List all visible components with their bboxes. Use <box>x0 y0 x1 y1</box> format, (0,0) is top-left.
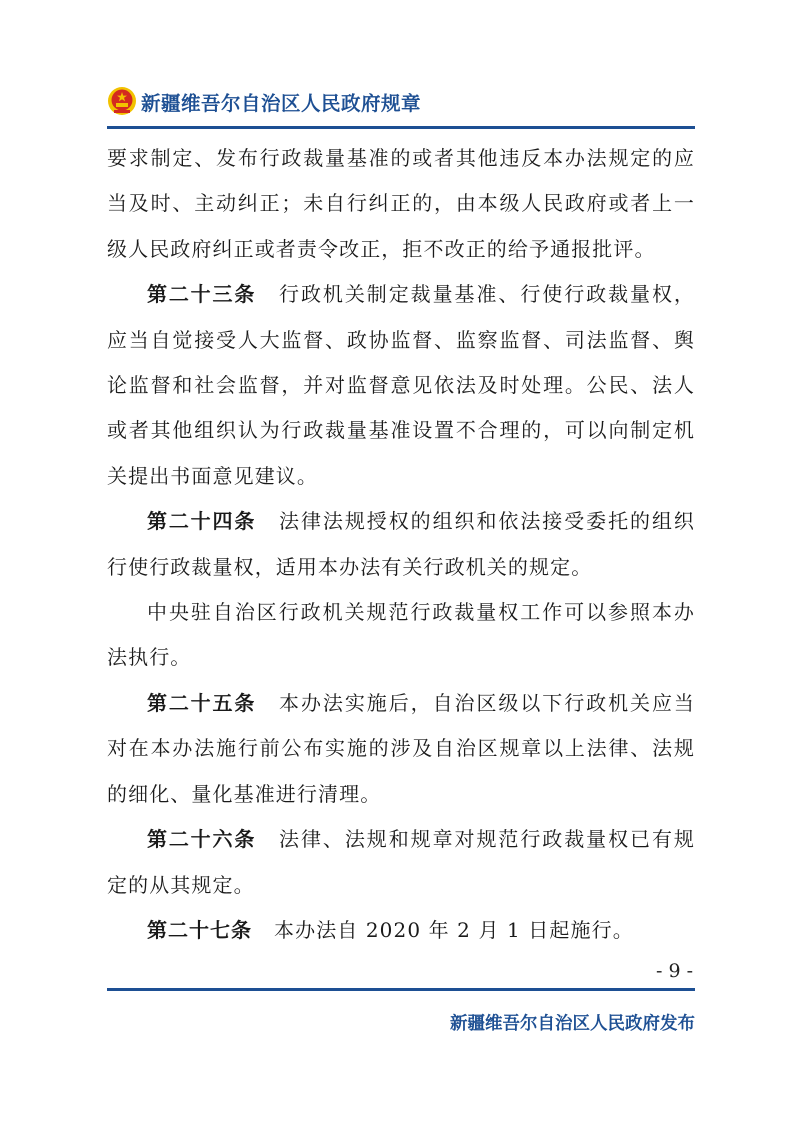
page-number: - 9 - <box>655 960 693 982</box>
article-25 <box>107 681 695 817</box>
page-header <box>107 82 695 122</box>
article-24 <box>107 499 695 590</box>
article-27-text: 本办法自 2020 年 2 月 1 日起施行。 <box>274 917 634 942</box>
footer-divider <box>107 988 695 991</box>
paragraph-continued: 要求制定、发布行政裁量基准的或者其他违反本办法规定的应当及时、主动纠正；未自行纠正的，由本级人民政府或者上一级人民政府纠正或者责令改正，拒不改正的给予通报批评。 <box>107 146 695 261</box>
document-body <box>107 136 695 953</box>
article-23 <box>107 272 695 499</box>
article-23-label: 第二十三条 <box>147 282 257 307</box>
article-24-label: 第二十四条 <box>147 509 257 534</box>
article-26 <box>107 817 695 908</box>
article-24-text: 法律法规授权的组织和依法接受委托的组织行使行政裁量权，适用本办法有关行政机关的规定。 <box>107 509 695 579</box>
article-24-paragraph-2: 中央驻自治区行政机关规范行政裁量权工作可以参照本办法执行。 <box>107 600 695 670</box>
header-divider <box>107 126 695 129</box>
article-25-label: 第二十五条 <box>147 690 257 715</box>
article-26-text: 法律、法规和规章对规范行政裁量权已有规定的从其规定。 <box>107 827 695 897</box>
article-27 <box>107 908 695 953</box>
article-23-text: 行政机关制定裁量基准、行使行政裁量权，应当自觉接受人大监督、政协监督、监察监督、司法监督、舆论监督和社会监督，并对监督意见依法及时处理。公民、法人或者其他组织认为行政裁量基准设置不合理的，可以向制定机关提出书面意见建议。 <box>107 282 695 488</box>
header-title: 新疆维吾尔自治区人民政府规章 <box>141 92 422 115</box>
footer-title: 新疆维吾尔自治区人民政府发布 <box>450 1014 695 1034</box>
article-25-text: 本办法实施后，自治区级以下行政机关应当对在本办法施行前公布实施的涉及自治区规章以上法律、法规的细化、量化基准进行清理。 <box>107 690 695 806</box>
article-27-label: 第二十七条 <box>147 917 252 942</box>
national-emblem-icon <box>107 86 137 116</box>
article-26-label: 第二十六条 <box>147 827 257 852</box>
